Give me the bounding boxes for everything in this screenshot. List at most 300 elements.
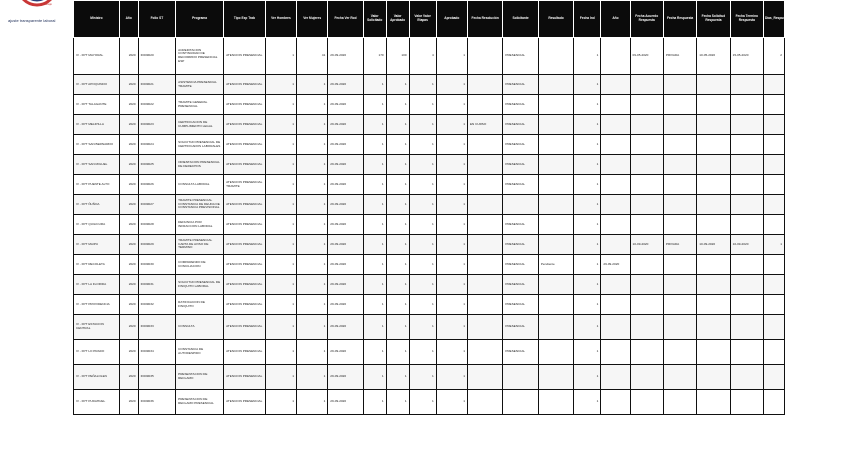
table-cell: ATENCION PRESENCIAL: [224, 135, 266, 155]
table-cell: PRESENCIAL: [503, 340, 538, 365]
column-header: Valor Valor Etapas: [409, 1, 436, 38]
table-cell: 1: [574, 155, 601, 175]
table-cell: [663, 275, 696, 295]
table-cell: 1: [265, 275, 296, 295]
table-cell: PRESENCIAL: [503, 255, 538, 275]
table-row: [74, 390, 785, 415]
table-cell: [467, 255, 502, 275]
table-cell: [730, 275, 763, 295]
column-header: Año: [601, 1, 630, 38]
table-cell: RATIFICACION DE FINIQUITO: [176, 295, 224, 315]
logo-subtitle: Trabajo: [42, 2, 53, 6]
table-cell: IF009029: [138, 235, 176, 255]
table-cell: 1: [574, 315, 601, 340]
table-cell: [467, 315, 502, 340]
table-cell: PRESENCIAL: [503, 175, 538, 195]
table-cell: 29-09-2020: [601, 255, 630, 275]
table-cell: [467, 235, 502, 255]
table-cell: 10-09-2020: [730, 235, 763, 255]
table-cell: 1: [574, 175, 601, 195]
table-cell: 1: [436, 365, 467, 390]
table-cell: IF009034: [138, 340, 176, 365]
table-cell: [601, 365, 630, 390]
table-cell: IV - FPT QUILICURA: [74, 215, 120, 235]
table-cell: [697, 390, 730, 415]
table-cell: ATENCION PRESENCIAL: [224, 275, 266, 295]
table-row: [74, 75, 785, 95]
table-cell: [730, 255, 763, 275]
table-cell: [663, 340, 696, 365]
table-cell: 1: [574, 275, 601, 295]
table-cell: [538, 115, 573, 135]
table-cell: [467, 135, 502, 155]
table-cell: IV - FPT PUDAHUEL: [74, 390, 120, 415]
table-cell: CONSTANCIA DE AUTODESPIDO: [176, 340, 224, 365]
table-cell: 1: [574, 215, 601, 235]
table-cell: IF009028: [138, 215, 176, 235]
table-cell: [601, 115, 630, 135]
table-cell: [601, 175, 630, 195]
table-cell: [763, 195, 784, 215]
table-cell: [663, 295, 696, 315]
table-cell: [697, 75, 730, 95]
header-row: [74, 1, 785, 38]
table-cell: 1: [265, 295, 296, 315]
table-cell: 2020: [119, 235, 138, 255]
table-cell: 1: [265, 255, 296, 275]
table-cell: [730, 175, 763, 195]
column-header: Fecha Ver Rod: [328, 1, 363, 38]
table-cell: [663, 155, 696, 175]
column-header: Días_Respuestas: [763, 1, 784, 38]
table-cell: 1: [386, 195, 409, 215]
table-cell: 29-09-2020: [328, 38, 363, 75]
table-cell: 1: [297, 255, 328, 275]
table-cell: [730, 155, 763, 175]
table-cell: 1: [297, 315, 328, 340]
table-cell: [730, 195, 763, 215]
table-cell: 1: [386, 95, 409, 115]
table-cell: [630, 215, 663, 235]
table-cell: PRESENCIAL: [503, 115, 538, 135]
table-cell: 29-09-2020: [328, 135, 363, 155]
table-cell: [697, 340, 730, 365]
table-cell: 1: [574, 340, 601, 365]
table-cell: 1: [574, 295, 601, 315]
table-cell: [601, 215, 630, 235]
table-cell: 1: [297, 195, 328, 215]
table-cell: PRESENCIAL: [503, 235, 538, 255]
table-cell: 2020: [119, 365, 138, 390]
table-cell: 1: [409, 390, 436, 415]
table-cell: 1: [386, 365, 409, 390]
column-header: Ver Mujeres: [297, 1, 328, 38]
table-cell: [763, 315, 784, 340]
table-cell: [467, 275, 502, 295]
table-cell: 1: [386, 255, 409, 275]
table-cell: 1: [436, 295, 467, 315]
table-cell: IV - FPT PUENTE ALTO: [74, 175, 120, 195]
table-cell: COMPARENDO DE CONCILIACION: [176, 255, 224, 275]
table-cell: [663, 195, 696, 215]
table-cell: 1: [409, 275, 436, 295]
table-cell: ATENCION PRESENCIAL: [224, 390, 266, 415]
table-cell: [538, 155, 573, 175]
table-cell: 1: [386, 115, 409, 135]
table-cell: IV - FPT ESTACION CENTRAL: [74, 315, 120, 340]
table-cell: 15-05-2020: [730, 38, 763, 75]
table-cell: 1: [265, 38, 296, 75]
table-cell: 1: [297, 295, 328, 315]
table-cell: [730, 340, 763, 365]
table-cell: ATENCION PRESENCIAL TRAMITE: [224, 175, 266, 195]
table-cell: 1: [265, 340, 296, 365]
table-cell: ATENCION PRESENCIAL: [224, 295, 266, 315]
table-cell: [697, 115, 730, 135]
table-cell: [467, 390, 502, 415]
table-cell: 1: [574, 75, 601, 95]
table-cell: IF009020: [138, 38, 176, 75]
table-cell: [763, 135, 784, 155]
column-header: Fecha Respuesta: [663, 1, 696, 38]
table-row: [74, 255, 785, 275]
table-cell: 1: [436, 175, 467, 195]
table-cell: IF009024: [138, 135, 176, 155]
table-cell: [663, 365, 696, 390]
table-cell: 29-09-2020: [328, 175, 363, 195]
column-header: Resultado: [538, 1, 573, 38]
table-cell: 1: [297, 95, 328, 115]
table-cell: [538, 340, 573, 365]
table-cell: 2020: [119, 215, 138, 235]
table-cell: ATENCION PRESENCIAL: [224, 38, 266, 75]
table-cell: 2020: [119, 295, 138, 315]
table-cell: ORIENTACION PRESENCIAL DE DERECHOS: [176, 155, 224, 175]
table-cell: [538, 175, 573, 195]
table-row: [74, 235, 785, 255]
table-cell: [538, 315, 573, 340]
column-header: Folio ST: [138, 1, 176, 38]
table-cell: 1: [574, 365, 601, 390]
table-cell: IF009023: [138, 115, 176, 135]
table-cell: 1: [436, 390, 467, 415]
table-cell: [763, 115, 784, 135]
table-cell: IF009022: [138, 95, 176, 115]
table-cell: 29-09-2020: [328, 215, 363, 235]
table-cell: [467, 175, 502, 195]
column-header: Fecha Solicitud Respuesta: [697, 1, 730, 38]
table-cell: 1: [363, 75, 386, 95]
column-header: Tipo Exp Trab: [224, 1, 266, 38]
table-cell: [630, 275, 663, 295]
table-cell: 1: [297, 235, 328, 255]
table-cell: [697, 155, 730, 175]
table-cell: [763, 95, 784, 115]
table-cell: CERTIFICACION DE CUMPLIMIENTO LEGAL: [176, 115, 224, 135]
table-cell: 2020: [119, 115, 138, 135]
table-cell: DENUNCIA POR INFRACCION LABORAL: [176, 215, 224, 235]
table-cell: [697, 315, 730, 340]
table-cell: 1: [265, 115, 296, 135]
table-cell: 1: [409, 255, 436, 275]
column-header: Valor Solicitado: [363, 1, 386, 38]
table-cell: PRESENCIAL: [503, 155, 538, 175]
table-row: [74, 365, 785, 390]
table-cell: 1: [574, 38, 601, 75]
table-row: [74, 340, 785, 365]
table-row: [74, 195, 785, 215]
column-header: Solicitante: [503, 1, 538, 38]
table-cell: IV - FPT MELIPILLA: [74, 115, 120, 135]
table-cell: 29-09-2020: [328, 315, 363, 340]
table-cell: [467, 38, 502, 75]
table-cell: [630, 315, 663, 340]
table-cell: [467, 215, 502, 235]
table-cell: 1: [363, 340, 386, 365]
table-cell: 1: [297, 175, 328, 195]
table-cell: 1: [436, 155, 467, 175]
table-cell: 1: [363, 365, 386, 390]
table-cell: [630, 75, 663, 95]
table-cell: [630, 365, 663, 390]
table-cell: TRAMITE PRESENCIAL CARTA DE AVISO DE TERMINO: [176, 235, 224, 255]
table-body: [74, 38, 785, 415]
table-cell: 29-09-2020: [328, 390, 363, 415]
table-cell: IF009036: [138, 390, 176, 415]
table-cell: 1: [363, 315, 386, 340]
column-header: Ministro: [74, 1, 120, 38]
table-cell: [730, 75, 763, 95]
table-cell: 2020: [119, 75, 138, 95]
table-cell: 1: [386, 235, 409, 255]
table-cell: ATENCION PRESENCIAL: [224, 115, 266, 135]
table-cell: [538, 95, 573, 115]
table-cell: 2020: [119, 155, 138, 175]
table-cell: [763, 365, 784, 390]
table-cell: 2020: [119, 195, 138, 215]
table-cell: IF009026: [138, 175, 176, 195]
table-cell: 1: [409, 135, 436, 155]
table-cell: 1: [574, 95, 601, 115]
table-cell: 1: [436, 195, 467, 215]
table-cell: 1: [409, 175, 436, 195]
table-cell: 1: [363, 275, 386, 295]
table-cell: 29-09-2020: [328, 155, 363, 175]
table-row: [74, 295, 785, 315]
table-cell: [538, 195, 573, 215]
table-cell: PRESENTACION DE RECLAMO: [176, 365, 224, 390]
table-cell: 29-09-2020: [328, 195, 363, 215]
table-cell: [601, 275, 630, 295]
table-cell: 1: [297, 155, 328, 175]
table-cell: 1: [297, 215, 328, 235]
table-cell: [503, 390, 538, 415]
table-cell: [697, 175, 730, 195]
table-cell: 1: [265, 315, 296, 340]
table-cell: 1: [409, 340, 436, 365]
table-cell: 1: [436, 275, 467, 295]
table-row: [74, 315, 785, 340]
table-cell: IF009030: [138, 255, 176, 275]
table-cell: 1: [363, 215, 386, 235]
table-cell: [467, 365, 502, 390]
column-header: Año: [119, 1, 138, 38]
table-cell: 1: [265, 75, 296, 95]
table-cell: IF009027: [138, 195, 176, 215]
table-cell: [630, 295, 663, 315]
table-cell: 1: [409, 235, 436, 255]
table-cell: 1: [409, 195, 436, 215]
table-cell: 2020: [119, 95, 138, 115]
table-cell: 170: [363, 38, 386, 75]
table-cell: [697, 95, 730, 115]
table-cell: 29-09-2020: [328, 75, 363, 95]
table-cell: [730, 135, 763, 155]
table-cell: 29-09-2020: [328, 115, 363, 135]
table-cell: 1: [574, 235, 601, 255]
table-cell: [601, 235, 630, 255]
table-cell: 29-09-2020: [328, 340, 363, 365]
table-cell: [763, 340, 784, 365]
table-cell: [763, 390, 784, 415]
table-cell: 1: [436, 38, 467, 75]
table-cell: IF009025: [138, 155, 176, 175]
table-cell: [538, 390, 573, 415]
table-cell: [763, 155, 784, 175]
table-row: [74, 275, 785, 295]
table-cell: [630, 175, 663, 195]
table-cell: IV - FPT APOQUINDO: [74, 75, 120, 95]
table-cell: 1: [409, 215, 436, 235]
table-cell: 1: [297, 115, 328, 135]
table-cell: 1: [297, 75, 328, 95]
table-row: [74, 135, 785, 155]
table-cell: 1: [409, 365, 436, 390]
table-cell: 1: [265, 365, 296, 390]
table-cell: [467, 155, 502, 175]
table-cell: 1: [436, 115, 467, 135]
table-cell: 2020: [119, 275, 138, 295]
table-cell: 09-05-2020: [630, 38, 663, 75]
table-cell: [663, 135, 696, 155]
logo-text: ajuste transparente laboral: [8, 18, 56, 23]
logo-mark-icon: [14, 0, 60, 14]
table-cell: 1: [409, 115, 436, 135]
table-cell: 1: [574, 255, 601, 275]
table-cell: [730, 215, 763, 235]
column-header: Fecha Termino Respuesta: [730, 1, 763, 38]
table-cell: SOLICITUD PRESENCIAL DE CERTIFICADOS LABORALES: [176, 135, 224, 155]
table-cell: ATENCION PRESENCIAL: [224, 215, 266, 235]
table-cell: 2: [763, 38, 784, 75]
table-cell: [730, 95, 763, 115]
table-cell: 1: [386, 315, 409, 340]
table-cell: 1: [574, 135, 601, 155]
table-cell: 1: [436, 315, 467, 340]
table-cell: IV - FPT SAN BERNARDO: [74, 135, 120, 155]
table-cell: 1: [363, 235, 386, 255]
table-cell: [763, 215, 784, 235]
table-cell: 1: [363, 195, 386, 215]
table-cell: 29-09-2020: [328, 275, 363, 295]
table-row: [74, 175, 785, 195]
table-cell: 1: [297, 340, 328, 365]
table-cell: 10-09-2020: [697, 235, 730, 255]
table-cell: 41: [297, 38, 328, 75]
table-cell: IF009021: [138, 75, 176, 95]
table-cell: ATENCION PRESENCIAL: [224, 195, 266, 215]
table-cell: [663, 115, 696, 135]
table-cell: [763, 175, 784, 195]
table-cell: IV - FPT MAIPU: [74, 235, 120, 255]
table-cell: [663, 390, 696, 415]
table-cell: PRESENCIAL: [503, 38, 538, 75]
table-cell: IF009035: [138, 365, 176, 390]
table-cell: [697, 365, 730, 390]
table-cell: 1: [436, 95, 467, 115]
table-cell: 1: [436, 135, 467, 155]
table-cell: 1: [297, 365, 328, 390]
table-cell: TRAMITE PRESENCIAL CONSTANCIA DE DEUDA DE CONSTANCIA PREVISIONAL: [176, 195, 224, 215]
table-cell: [763, 275, 784, 295]
table-cell: 1: [363, 255, 386, 275]
table-cell: [630, 135, 663, 155]
table-cell: ATENCION PRESENCIAL: [224, 95, 266, 115]
table-cell: [697, 255, 730, 275]
table-cell: IV - FPT LO PRADO: [74, 340, 120, 365]
table-cell: ATENCION PRESENCIAL: [224, 315, 266, 340]
table-cell: 1: [297, 390, 328, 415]
column-header: Fecha Acuerdo Respuesta: [630, 1, 663, 38]
table-cell: 1: [265, 215, 296, 235]
table-cell: 1: [386, 390, 409, 415]
table-cell: PRIVADA: [663, 235, 696, 255]
table-cell: [697, 135, 730, 155]
table-cell: PRESENCIAL: [503, 75, 538, 95]
table-cell: 1: [436, 340, 467, 365]
table-cell: IF009031: [138, 275, 176, 295]
table-cell: IV - FPT MAYORAL: [74, 38, 120, 75]
table-cell: [467, 75, 502, 95]
table-cell: [601, 295, 630, 315]
table-cell: [630, 95, 663, 115]
table-row: [74, 115, 785, 135]
table-cell: [601, 195, 630, 215]
table-cell: PRESENCIAL: [503, 275, 538, 295]
table-cell: 2020: [119, 390, 138, 415]
table-cell: [503, 195, 538, 215]
table-cell: 1: [265, 235, 296, 255]
table-cell: ATENCION PRESENCIAL: [224, 235, 266, 255]
table-cell: [601, 38, 630, 75]
column-header: Aprobado: [436, 1, 467, 38]
table-cell: ACREDITACION CONTINUIDAD DE RECORRIDO PRESENCIAL ESP: [176, 38, 224, 75]
table-cell: [730, 365, 763, 390]
table-cell: IV - FPT SAN MIGUEL: [74, 155, 120, 175]
table-cell: [538, 215, 573, 235]
table-cell: 1: [409, 295, 436, 315]
table-cell: [663, 95, 696, 115]
table-cell: 29-09-2020: [328, 295, 363, 315]
table-cell: [601, 155, 630, 175]
table-cell: PRESENTACION DE RECLAMO PRESENCIAL: [176, 390, 224, 415]
table-cell: 1: [409, 155, 436, 175]
table-cell: 1: [297, 135, 328, 155]
table-cell: [730, 315, 763, 340]
table-cell: SOLICITUD PRESENCIAL DE FINIQUITO LABORAL: [176, 275, 224, 295]
table-cell: [601, 75, 630, 95]
table-row: [74, 215, 785, 235]
